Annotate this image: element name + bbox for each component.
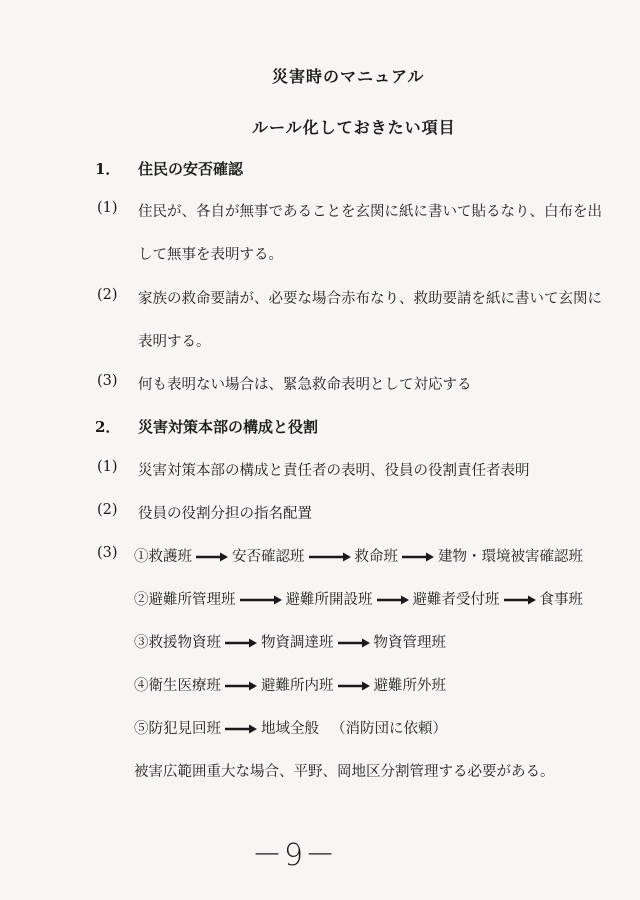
arrow-right-icon bbox=[224, 637, 258, 649]
chain-2-step-1: ②避難所管理班 bbox=[134, 592, 236, 608]
chain-row-2 bbox=[134, 588, 583, 609]
chain-3-step-3: 物資管理班 bbox=[373, 635, 446, 651]
section2-number: 2． bbox=[95, 418, 121, 436]
chain-5-note: （消防団に依頼） bbox=[331, 721, 447, 737]
chain-4-step-2: 避難所内班 bbox=[261, 678, 334, 694]
s1-item3-number: (3) bbox=[97, 373, 118, 389]
arrow-right-icon bbox=[503, 594, 537, 606]
page-number: －9－ bbox=[252, 838, 338, 873]
arrow-right-icon bbox=[195, 551, 229, 563]
s1-item2-line1: 家族の救命要請が、必要な場合赤布なり、救助要請を紙に書いて玄関に bbox=[138, 291, 602, 307]
s2-item2-text: 役員の役割分担の指名配置 bbox=[138, 506, 312, 522]
chain-2-step-4: 食事班 bbox=[539, 592, 583, 608]
chain-2-step-2: 避難所開設班 bbox=[285, 592, 373, 608]
section2-note: 被害広範囲重大な場合、平野、岡地区分割管理する必要がある。 bbox=[134, 764, 555, 780]
chain-5-step-2: 地域全般 bbox=[261, 721, 319, 737]
chain-4-step-1: ④衛生医療班 bbox=[134, 678, 221, 694]
s2-item2-number: (2) bbox=[97, 502, 118, 518]
s1-item3-line1: 何も表明ない場合は、緊急救命表明として対応する bbox=[138, 377, 472, 393]
section1-heading: 住民の安否確認 bbox=[138, 160, 244, 178]
chain-row-4 bbox=[134, 674, 446, 695]
s2-item3-number: (3) bbox=[97, 545, 118, 561]
s1-item1-line1: 住民が、各自が無事であることを玄関に紙に書いて貼るなり、白布を出 bbox=[138, 204, 602, 220]
section2-heading: 災害対策本部の構成と役割 bbox=[138, 418, 319, 436]
arrow-right-icon bbox=[337, 637, 371, 649]
document-subtitle: ルール化しておきたい項目 bbox=[252, 118, 456, 137]
arrow-right-icon bbox=[376, 594, 410, 606]
arrow-right-icon bbox=[224, 723, 258, 735]
chain-5-step-1: ⑤防犯見回班 bbox=[134, 721, 221, 737]
s2-item1-number: (1) bbox=[97, 459, 118, 475]
chain-2-step-3: 避難者受付班 bbox=[412, 592, 500, 608]
arrow-right-icon bbox=[401, 551, 435, 563]
chain-3-step-1: ③救援物資班 bbox=[134, 635, 221, 651]
chain-1-step-3: 救命班 bbox=[354, 549, 398, 565]
chain-1-step-2: 安否確認班 bbox=[232, 549, 305, 565]
arrow-right-icon bbox=[239, 594, 283, 606]
chain-row-3 bbox=[134, 631, 446, 652]
chain-3-step-2: 物資調達班 bbox=[261, 635, 334, 651]
arrow-right-icon bbox=[224, 680, 258, 692]
chain-1-step-4: 建物・環境被害確認班 bbox=[438, 549, 583, 565]
chain-4-step-3: 避難所外班 bbox=[373, 678, 446, 694]
arrow-right-icon bbox=[337, 680, 371, 692]
s2-item1-text: 災害対策本部の構成と責任者の表明、役員の役割責任者表明 bbox=[138, 463, 530, 479]
section1-number: 1． bbox=[95, 160, 121, 178]
s1-item1-line2: して無事を表明する。 bbox=[138, 247, 283, 263]
s1-item2-line2: 表明する。 bbox=[138, 334, 211, 350]
document-title: 災害時のマニュアル bbox=[272, 67, 425, 86]
arrow-right-icon bbox=[308, 551, 352, 563]
s1-item1-number: (1) bbox=[97, 200, 118, 216]
chain-1-step-1: ①救護班 bbox=[134, 549, 192, 565]
s1-item2-number: (2) bbox=[97, 287, 118, 303]
chain-row-1 bbox=[134, 545, 583, 566]
chain-row-5 bbox=[134, 717, 447, 738]
